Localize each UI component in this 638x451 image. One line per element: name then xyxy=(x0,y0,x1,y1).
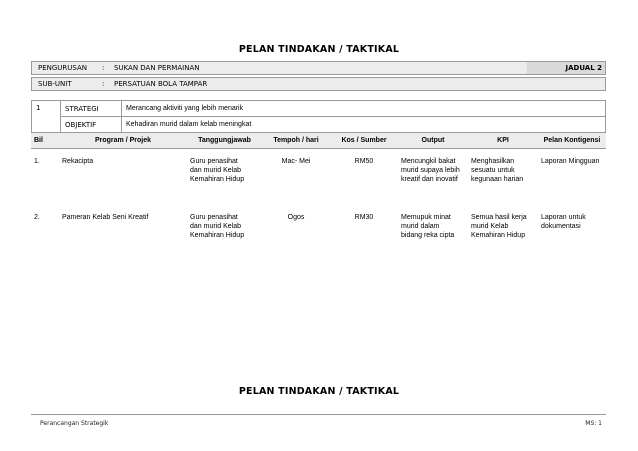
page-title: PELAN TINDAKAN / TAKTIKAL xyxy=(238,44,400,55)
action-plan-table xyxy=(31,132,606,323)
subunit-label: SUB-UNIT xyxy=(38,80,72,88)
header-pengurusan xyxy=(31,61,606,75)
footer-page-number: MS: 1 xyxy=(585,420,602,427)
subunit-separator: : xyxy=(102,80,105,88)
header-program: Program / Projek xyxy=(59,133,187,149)
jadual-badge: JADUAL 2 xyxy=(527,62,605,74)
row-bil: 2. xyxy=(34,214,40,221)
row-output: Memupuk minat murid dalam bidang reka cipta xyxy=(401,214,455,239)
subunit-value: PERSATUAN BOLA TAMPAR xyxy=(114,80,208,88)
objektif-label: OBJEKTIF xyxy=(61,117,122,133)
row-output: Mencungkil bakat murid supaya lebih kreatif dan inovatif xyxy=(401,158,460,183)
pengurusan-value: SUKAN DAN PERMAINAN xyxy=(114,64,200,72)
header-tanggungjawab: Tanggungjawab xyxy=(187,133,262,149)
strategy-number: 1 xyxy=(32,101,61,133)
row-program: Pameran Kelab Seni Kreatif xyxy=(62,214,149,221)
header-tempoh: Tempoh / hari xyxy=(262,133,330,149)
row-program: Rekacipta xyxy=(62,158,94,165)
strategy-table xyxy=(31,100,606,133)
header-kpi: KPI xyxy=(468,133,538,149)
page-title-repeat: PELAN TINDAKAN / TAKTIKAL xyxy=(238,386,400,397)
row-tanggungjawab: Guru penasihat dan murid Kelab Kemahiran Hidup xyxy=(190,214,245,239)
row-kontigensi: Laporan Mingguan xyxy=(541,158,600,165)
header-kontigensi: Pelan Kontigensi xyxy=(538,133,606,149)
table-header-row xyxy=(31,133,606,149)
objektif-row xyxy=(32,117,606,133)
row-kpi: Menghasilkan sesuatu untuk kegunaan harian xyxy=(471,158,524,183)
header-output: Output xyxy=(398,133,468,149)
header-bil: Bil xyxy=(31,133,59,149)
row-tempoh: Mac- Mei xyxy=(281,158,311,165)
header-kos: Kos / Sumber xyxy=(330,133,398,149)
strategy-row xyxy=(32,101,606,117)
row-tempoh: Ogos xyxy=(287,214,305,221)
strategi-value: Merancang aktiviti yang lebih menarik xyxy=(122,101,606,117)
pengurusan-label: PENGURUSAN xyxy=(38,64,88,72)
row-kpi: Semua hasil kerja murid Kelab Kemahiran Hidup xyxy=(471,214,527,239)
pengurusan-separator: : xyxy=(102,64,105,72)
row-tanggungjawab: Guru penasihat dan murid Kelab Kemahiran Hidup xyxy=(190,158,245,183)
table-row xyxy=(31,213,606,323)
row-kos: RM30 xyxy=(354,214,374,221)
row-kontigensi: Laporan untuk dokumentasi xyxy=(541,214,586,230)
row-kos: RM50 xyxy=(354,158,374,165)
header-subunit xyxy=(31,77,606,91)
objektif-value: Kehadiran murid dalam kelab meningkat xyxy=(122,117,606,133)
strategi-label: STRATEGI xyxy=(61,101,122,117)
footer-divider xyxy=(31,414,606,415)
row-bil: 1. xyxy=(34,158,40,165)
table-row xyxy=(31,157,606,213)
footer-left-text: Perancangan Strategik xyxy=(40,420,109,427)
